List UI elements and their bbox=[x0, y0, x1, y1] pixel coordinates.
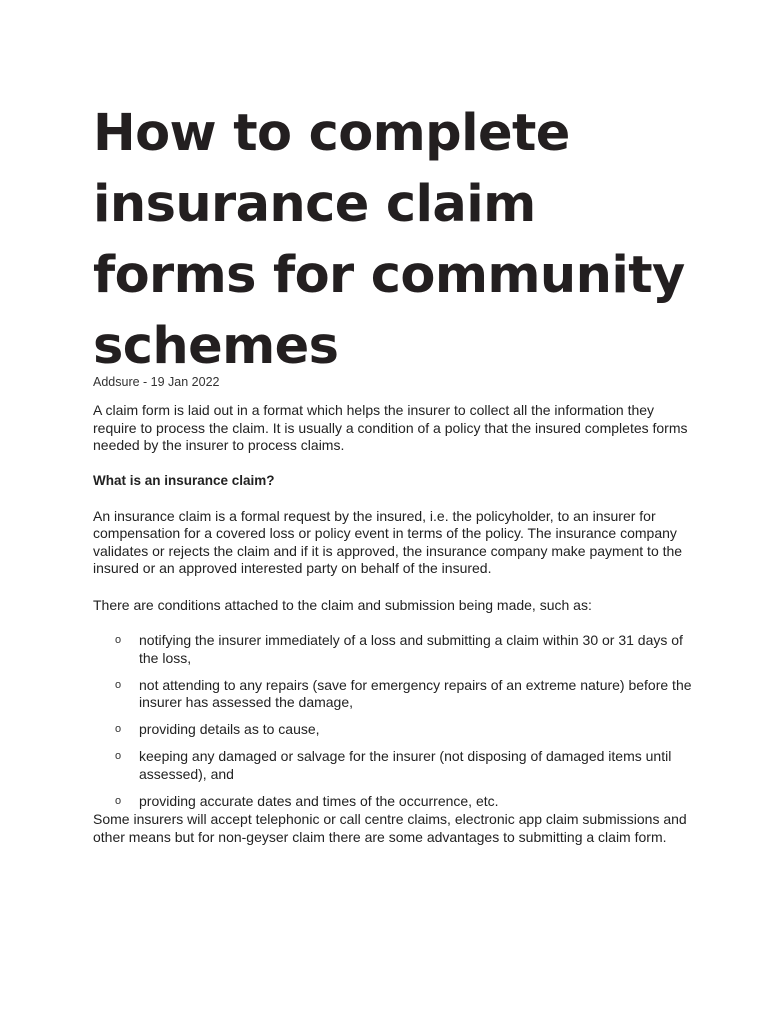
list-item-text: providing accurate dates and times of the occurrence, etc. bbox=[139, 792, 499, 809]
bullet-icon: o bbox=[115, 634, 122, 646]
definition-paragraph: An insurance claim is a formal request by the insured, i.e. the policyholder, to an insurer for compensation for a covered loss or policy event in terms of the policy. The insurance company validates or rejects the claim and if it is approved, the insurance company make payment to the insured or an approved interested party on behalf of the insured. bbox=[93, 507, 683, 576]
bullet-icon: o bbox=[115, 723, 122, 735]
document-page bbox=[93, 98, 693, 846]
list-item bbox=[93, 677, 693, 712]
list-item-text: notifying the insurer immediately of a loss and submitting a claim within 30 or 31 days of the loss, bbox=[139, 632, 683, 666]
intro-paragraph: A claim form is laid out in a format which helps the insurer to collect all the information they require to process the claim. It is usually a condition of a policy that the insured completes forms needed by the insurer to process claims. bbox=[93, 402, 688, 453]
closing-paragraph: Some insurers will accept telephonic or call centre claims, electronic app claim submissions and other means but for non-geyser claim there are some advantages to submitting a claim form. bbox=[93, 811, 687, 845]
bullet-icon: o bbox=[115, 678, 122, 691]
list-item bbox=[93, 748, 693, 783]
list-item-text: keeping any damaged or salvage for the insurer (not disposing of damaged items until assessed), and bbox=[139, 748, 672, 782]
bullet-icon: o bbox=[115, 750, 122, 762]
conditions-list bbox=[93, 632, 693, 810]
list-item bbox=[93, 632, 693, 667]
list-item bbox=[93, 721, 693, 739]
list-item bbox=[93, 793, 693, 811]
section-heading: What is an insurance claim? bbox=[93, 472, 275, 488]
page-title: How to complete insurance claim forms for community schemes bbox=[93, 104, 685, 376]
list-item-text: not attending to any repairs (save for emergency repairs of an extreme nature) before the insurer has assessed the damage, bbox=[139, 676, 692, 710]
list-item-text: providing details as to cause, bbox=[139, 721, 320, 737]
bullet-icon: o bbox=[115, 794, 122, 807]
byline: Addsure - 19 Jan 2022 bbox=[93, 375, 220, 389]
conditions-intro-paragraph: There are conditions attached to the claim and submission being made, such as: bbox=[93, 596, 592, 613]
